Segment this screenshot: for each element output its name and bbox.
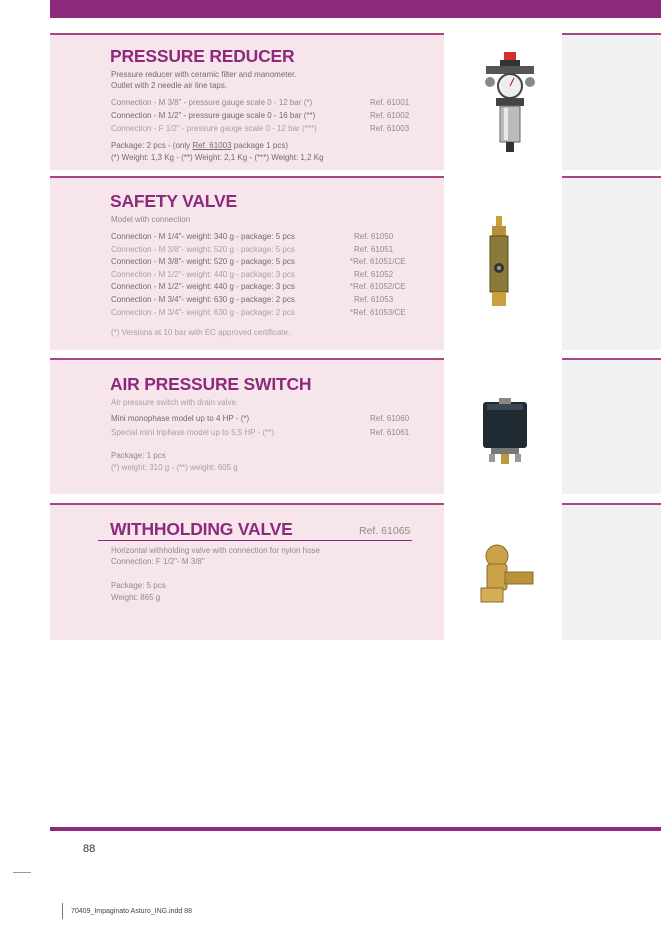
pressure-reducer-ref-3: Ref. 61003 bbox=[370, 124, 410, 133]
file-slug: 70409_Impaginato Asturo_ING.indd 88 bbox=[71, 908, 193, 915]
slug-marker bbox=[62, 903, 63, 919]
pressure-reducer-row-3: Connection - F 1/2" - pressure gauge scale 0 - 12 bar (***) bbox=[111, 124, 317, 133]
package-ref-underlined: Ref. 61003 bbox=[192, 141, 232, 150]
withholding-valve-ref: Ref. 61065 bbox=[359, 525, 411, 537]
safety-valve-row-4: Connection - M 1/2"- weight: 440 g - package: 3 pcs bbox=[111, 269, 295, 279]
air-pressure-switch-image bbox=[481, 398, 529, 464]
safety-valve-desc: Model with connection bbox=[111, 215, 191, 224]
safety-valve-title: SAFETY VALVE bbox=[110, 191, 237, 211]
side-box-1 bbox=[562, 33, 661, 170]
withholding-valve-image bbox=[475, 544, 537, 606]
safety-valve-ref-4: Ref. 61052 bbox=[354, 269, 394, 279]
safety-valve-ref-6: Ref. 61053 bbox=[354, 295, 394, 304]
pressure-reducer-title: PRESSURE REDUCER bbox=[110, 46, 295, 66]
safety-valve-image bbox=[484, 216, 514, 308]
pressure-reducer-weights: (*) Weight: 1,3 Kg - (**) Weight: 2,1 Kg - (***) Weight: 1,2 Kg bbox=[111, 153, 324, 162]
withholding-valve-desc-1: Horizontal withholding valve with connection for nylon hose bbox=[111, 546, 321, 555]
safety-valve-row-5: Connection - M 1/2"- weight: 440 g - package: 3 pcs bbox=[111, 282, 295, 292]
safety-valve-ref-3: *Ref. 61051/CE bbox=[350, 257, 406, 267]
pressure-reducer-row-2: Connection - M 1/2" - pressure gauge scale 0 - 16 bar (**) bbox=[111, 111, 316, 120]
pressure-reducer-ref-2: Ref. 61002 bbox=[370, 111, 410, 120]
air-pressure-switch-ref-2: Ref. 61061 bbox=[370, 428, 410, 437]
air-pressure-switch-weights: (*) weight: 310 g - (**) weight: 605 g bbox=[111, 463, 238, 472]
package-text-post: package 1 pcs) bbox=[231, 141, 288, 150]
safety-valve-row-2: Connection - M 3/8"- weight: 520 g - package: 5 pcs bbox=[111, 244, 295, 254]
pressure-reducer-desc-1: Pressure reducer with ceramic filter and manometer. bbox=[111, 70, 297, 79]
safety-valve-note: (*) Versions at 10 bar with EC approved certificate. bbox=[111, 328, 291, 337]
crop-mark bbox=[13, 872, 31, 873]
side-box-2 bbox=[562, 176, 661, 350]
air-pressure-switch-row-2: Special mini triphase model up to 5,5 HP - (**) bbox=[111, 428, 275, 437]
safety-valve-ref-1: Ref. 61050 bbox=[354, 232, 394, 241]
safety-valve-row-7: Connection - M 3/4"- weight: 630 g - package: 2 pcs bbox=[111, 307, 295, 317]
safety-valve-ref-2: Ref. 61051 bbox=[354, 244, 394, 254]
air-pressure-switch-row-1: Mini monophase model up to 4 HP - (*) bbox=[111, 414, 250, 423]
side-box-3 bbox=[562, 358, 661, 494]
withholding-valve-weight: Weight: 865 g bbox=[111, 593, 161, 602]
air-pressure-switch-ref-1: Ref. 61060 bbox=[370, 414, 410, 423]
withholding-valve-package: Package: 5 pcs bbox=[111, 581, 166, 590]
air-pressure-switch-desc: Air pressure switch with drain valve. bbox=[111, 398, 239, 407]
withholding-valve-rule bbox=[98, 540, 412, 541]
bottom-accent-bar bbox=[50, 827, 661, 831]
withholding-valve-desc-2: Connection: F 1/2"- M 3/8" bbox=[111, 557, 205, 566]
safety-valve-ref-5: *Ref. 61052/CE bbox=[350, 282, 406, 292]
safety-valve-row-3: Connection - M 3/8"- weight: 520 g - package: 5 pcs bbox=[111, 257, 295, 267]
air-pressure-switch-title: AIR PRESSURE SWITCH bbox=[110, 374, 312, 394]
safety-valve-row-6: Connection - M 3/4"- weight: 630 g - package: 2 pcs bbox=[111, 295, 295, 304]
pressure-reducer-row-1: Connection - M 3/8" - pressure gauge scale 0 - 12 bar (*) bbox=[111, 98, 313, 107]
pressure-reducer-desc-2: Outlet with 2 needle air line taps. bbox=[111, 81, 228, 90]
package-text-pre: Package: 2 pcs - (only bbox=[111, 141, 193, 150]
side-box-4 bbox=[562, 503, 661, 640]
top-accent-bar bbox=[50, 0, 661, 18]
pressure-reducer-image bbox=[480, 50, 540, 154]
air-pressure-switch-package: Package: 1 pcs bbox=[111, 451, 166, 460]
withholding-valve-title: WITHHOLDING VALVE bbox=[110, 519, 293, 539]
safety-valve-ref-7: *Ref. 61053/CE bbox=[350, 307, 406, 317]
safety-valve-row-1: Connection - M 1/4"- weight: 340 g - package: 5 pcs bbox=[111, 232, 295, 241]
page-number: 88 bbox=[83, 843, 96, 855]
pressure-reducer-ref-1: Ref. 61001 bbox=[370, 98, 410, 107]
pressure-reducer-package bbox=[111, 141, 288, 150]
